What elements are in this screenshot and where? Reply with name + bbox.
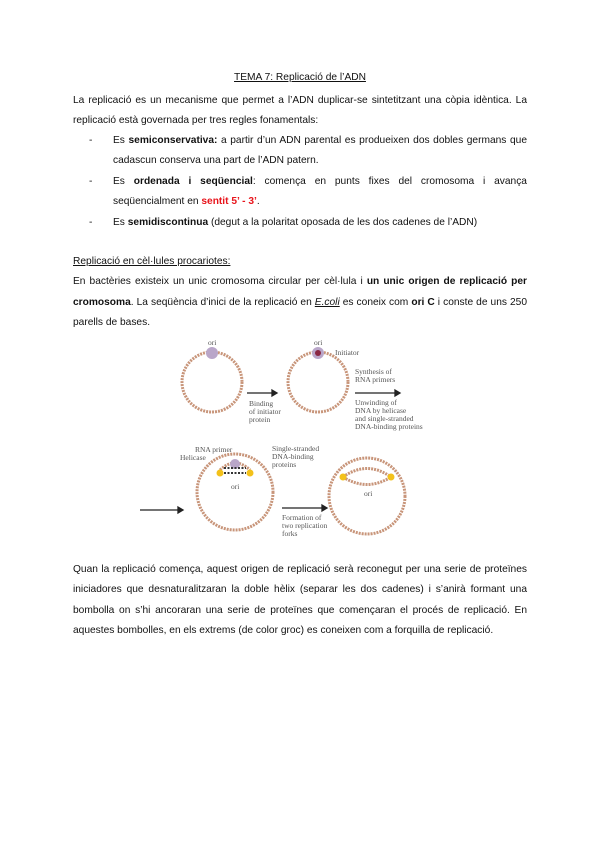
replication-fork <box>388 474 395 481</box>
step-label: DNA by helicase <box>355 406 407 415</box>
rule-keyword: ordenada i seqüencial <box>133 175 253 187</box>
section-heading: Replicació en cèl·lules procariotes: <box>73 256 231 267</box>
ori-label: ori <box>364 489 373 498</box>
rule-item <box>73 172 527 213</box>
page-title: TEMA 7: Replicació de l’ADN <box>234 72 366 83</box>
step-label: Formation of <box>282 513 322 522</box>
ssb-label: Single-stranded <box>272 444 320 453</box>
replication-diagram <box>140 332 460 550</box>
ori-label: ori <box>208 338 217 347</box>
helicase-label: Helicase <box>180 453 206 462</box>
bold-text: ori C <box>411 296 435 308</box>
ssb-label: proteins <box>272 460 297 469</box>
rule-text: a partir d’un ADN parental es produeixen dos dobles germans que cadascun conserva una part de l’ADN patern. <box>113 135 527 167</box>
section-paragraph <box>73 272 527 333</box>
rule-text: Es <box>113 216 128 228</box>
text: . La seqüència d’inici de la replicació en <box>130 296 315 308</box>
rule-text: Es <box>113 135 129 146</box>
rule-text: (degut a la polaritat oposada de les dos cadenes de l’ADN) <box>208 216 478 228</box>
text: es coneix com <box>339 296 412 308</box>
bullet-dash: - <box>89 216 93 228</box>
step-label: two replication <box>282 521 328 530</box>
direction-highlight: sentit 5’ - 3’ <box>201 196 257 208</box>
text: i conste de uns 250 parells de bases. <box>73 296 528 329</box>
ori-label: ori <box>231 482 240 491</box>
ori-site <box>206 347 218 359</box>
bubble-strand <box>343 477 391 485</box>
bubble-strand <box>343 469 391 478</box>
rule-text: : comença en punts fixes del cromosoma i avança seqüencialment en <box>113 175 527 208</box>
step-label: protein <box>249 415 271 424</box>
step-label: Synthesis of <box>355 367 392 376</box>
step-label: and single-stranded <box>355 414 414 423</box>
rule-item <box>73 213 527 233</box>
chromosome-circle <box>182 352 242 412</box>
replication-fork <box>340 474 347 481</box>
species-name: E.coli <box>314 296 340 308</box>
rule-item <box>73 131 527 172</box>
initiator-label: Initiator <box>335 348 360 357</box>
step-label: Binding <box>249 399 274 408</box>
initiator-protein <box>315 350 321 356</box>
bullet-dash: - <box>89 175 93 187</box>
chromosome-circle <box>288 352 348 412</box>
step-label: forks <box>282 529 298 538</box>
step-label: RNA primers <box>355 375 396 384</box>
replication-fork <box>217 470 224 477</box>
ssb-label: DNA-binding <box>272 452 314 461</box>
step-label: DNA-binding proteins <box>355 422 423 431</box>
rule-text: . <box>256 196 260 208</box>
bold-text: un unic origen de replicació per cromosoma <box>73 276 527 308</box>
rule-keyword: semidiscontinua <box>127 216 209 228</box>
step-label: Unwinding of <box>355 398 397 407</box>
closing-paragraph: Quan la replicació comença, aquest origen de replicació serà reconegut per una serie de proteïnes iniciadores que desnaturalitzaran la doble hèlix (separar les dos cadenes) i s’anirà formant una bombolla on s’hi ancoraran una serie de proteïnes que començaran el procés de replicació. En aquestes bombolles, en els extrems (de color groc) es coneixen com a forquilla de replicació. <box>73 564 527 637</box>
rule-keyword: semiconservativa: <box>128 135 218 146</box>
section-prokaryotes <box>73 252 527 334</box>
bullet-dash: - <box>89 135 93 146</box>
rna-primer-label: RNA primer <box>195 445 233 454</box>
step-label: of initiator <box>249 407 281 416</box>
intro-paragraph: La replicació es un mecanisme que permet a l’ADN duplicar-se sintetitzant una còpia idèntica. La replicació està governada per tres regles fonamentals: <box>73 95 527 127</box>
rule-text: Es <box>113 175 134 187</box>
text: En bactèries existeix un unic cromosoma circular per cèl·lula i <box>73 276 367 288</box>
ori-label: ori <box>314 338 323 347</box>
replication-fork <box>247 470 254 477</box>
rules-list <box>73 131 527 233</box>
